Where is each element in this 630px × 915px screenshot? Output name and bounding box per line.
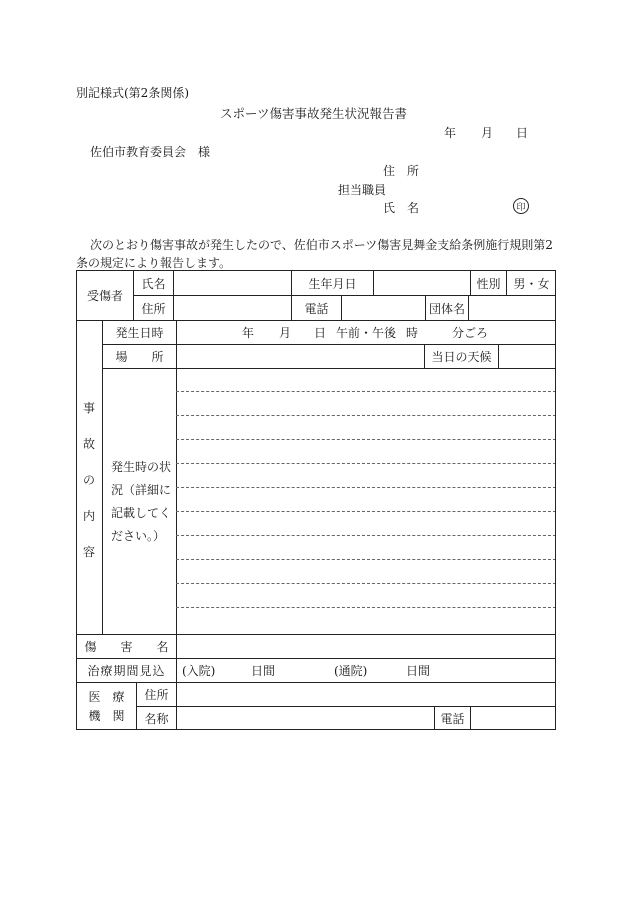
situation-dashed-line bbox=[176, 535, 556, 536]
injured-address-field[interactable] bbox=[173, 295, 291, 320]
treatment-period-label: 治療期間見込 bbox=[76, 658, 176, 682]
situation-dashed-line bbox=[176, 415, 556, 416]
accident-place-label: 場 所 bbox=[102, 344, 176, 368]
injured-phone-field[interactable] bbox=[341, 295, 425, 320]
injured-sex-label: 性別 bbox=[470, 270, 506, 295]
injured-phone-label: 電話 bbox=[291, 295, 341, 320]
accident-section-char-3: の bbox=[82, 473, 95, 487]
accident-place-field[interactable] bbox=[176, 344, 424, 368]
situation-dashed-line bbox=[176, 439, 556, 440]
datetime-day: 日 bbox=[314, 326, 327, 340]
reporter-address-label: 住 所 bbox=[383, 164, 420, 178]
medical-address-label: 住所 bbox=[136, 682, 176, 706]
accident-weather-field[interactable] bbox=[498, 344, 556, 368]
situation-dashed-line bbox=[176, 391, 556, 392]
injured-dob-field[interactable] bbox=[373, 270, 470, 295]
accident-weather-label: 当日の天候 bbox=[424, 344, 498, 368]
injured-section-label: 受傷者 bbox=[76, 270, 133, 320]
outpatient-label: (通院) bbox=[334, 664, 368, 678]
injured-group-label: 団体名 bbox=[425, 295, 468, 320]
date-day-label: 日 bbox=[516, 126, 529, 140]
intro-line-1: 次のとおり傷害事故が発生したので、佐伯市スポーツ傷害見舞金支給条例施行規則第2 bbox=[90, 238, 553, 252]
seal-mark: 印 bbox=[513, 198, 529, 214]
situation-label-line-3: 記載してく bbox=[111, 505, 172, 520]
addressee: 佐伯市教育委員会 様 bbox=[90, 145, 211, 159]
medical-name-field[interactable] bbox=[176, 706, 434, 730]
injured-dob-label: 生年月日 bbox=[291, 270, 373, 295]
injured-group-field[interactable] bbox=[468, 295, 556, 320]
outpatient-days-label: 日間 bbox=[406, 664, 431, 678]
situation-dashed-line bbox=[176, 607, 556, 608]
injury-name-field[interactable] bbox=[176, 634, 556, 658]
injured-address-label: 住所 bbox=[133, 295, 173, 320]
medical-phone-field[interactable] bbox=[470, 706, 556, 730]
medical-name-label: 名称 bbox=[136, 706, 176, 730]
medical-label-line-2: 機 関 bbox=[88, 708, 125, 723]
injured-name-label: 氏名 bbox=[133, 270, 173, 295]
injured-name-field[interactable] bbox=[173, 270, 291, 295]
situation-dashed-line bbox=[176, 511, 556, 512]
accident-section-char-2: 故 bbox=[82, 437, 95, 451]
situation-label-line-4: ださい。） bbox=[111, 528, 166, 543]
situation-dashed-line bbox=[176, 487, 556, 488]
datetime-ampm: 午前・午後 bbox=[336, 326, 397, 340]
datetime-hour: 時 bbox=[406, 326, 419, 340]
accident-section-char-4: 内 bbox=[82, 509, 95, 523]
date-month-label: 月 bbox=[481, 126, 494, 140]
accident-section-char-5: 容 bbox=[82, 545, 95, 559]
date-year-label: 年 bbox=[444, 126, 457, 140]
reporter-name-label: 氏 名 bbox=[383, 201, 420, 215]
accident-situation-field[interactable] bbox=[176, 368, 556, 634]
inpatient-label: (入院) bbox=[182, 664, 216, 678]
situation-dashed-line bbox=[176, 583, 556, 584]
medical-phone-label: 電話 bbox=[434, 706, 470, 730]
report-form-table bbox=[76, 270, 556, 730]
injured-sex-options[interactable]: 男・女 bbox=[506, 270, 556, 295]
datetime-minute: 分ごろ bbox=[452, 326, 489, 340]
medical-address-field[interactable] bbox=[176, 682, 556, 706]
accident-datetime-label: 発生日時 bbox=[102, 320, 176, 344]
datetime-year: 年 bbox=[242, 326, 255, 340]
accident-situation-label bbox=[102, 368, 176, 634]
situation-dashed-line bbox=[176, 559, 556, 560]
medical-section-label bbox=[76, 682, 136, 730]
datetime-month: 月 bbox=[279, 326, 292, 340]
inpatient-days-label: 日間 bbox=[251, 664, 276, 678]
situation-label-line-2: 況（詳細に bbox=[111, 482, 172, 497]
document-title: スポーツ傷害事故発生状況報告書 bbox=[220, 106, 408, 121]
accident-section-char-1: 事 bbox=[82, 401, 95, 415]
intro-line-2: 条の規定により報告します。 bbox=[76, 256, 232, 270]
situation-label-line-1: 発生時の状 bbox=[111, 459, 172, 474]
medical-label-line-1: 医 療 bbox=[88, 689, 125, 704]
form-label: 別記様式(第2条関係) bbox=[76, 86, 189, 100]
situation-dashed-line bbox=[176, 463, 556, 464]
reporter-staff-label: 担当職員 bbox=[338, 183, 387, 197]
injury-name-label: 傷 害 名 bbox=[76, 634, 176, 658]
